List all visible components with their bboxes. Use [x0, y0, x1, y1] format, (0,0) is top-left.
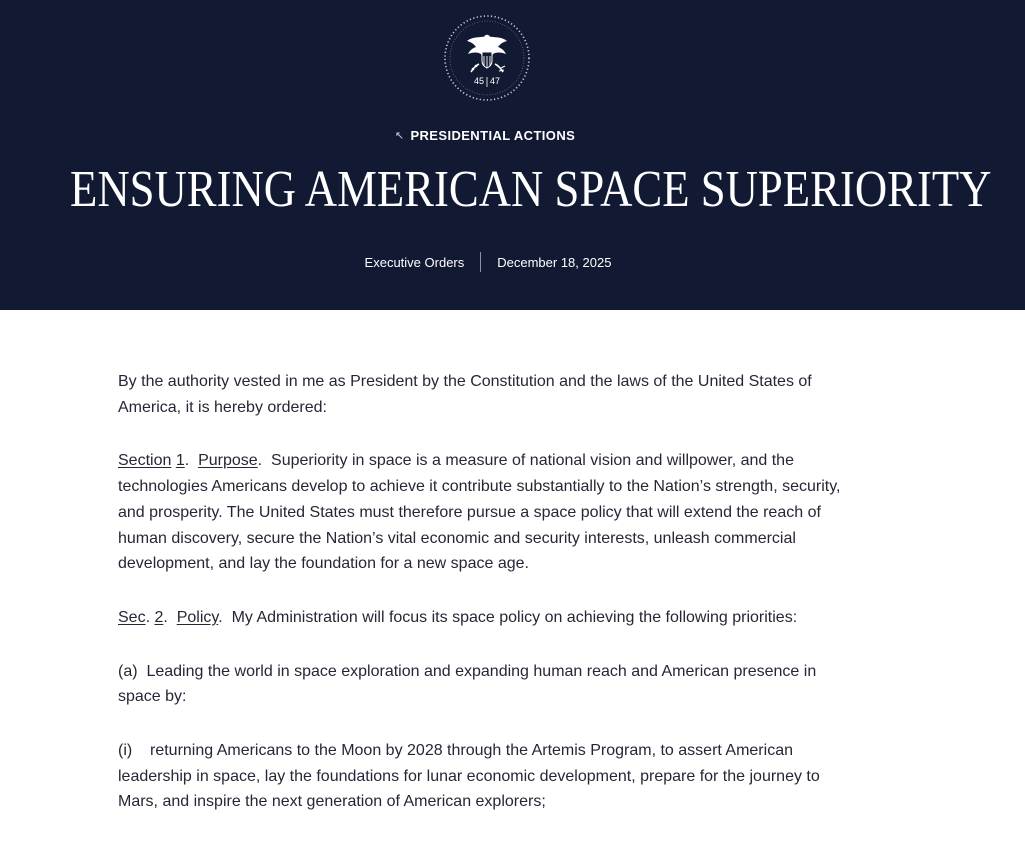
item-a-paragraph: (a) Leading the world in space exploration and expanding human reach and American presence in space by:: [118, 662, 821, 706]
seal-number-left: 45: [473, 76, 484, 86]
arrow-up-left-icon: ↖: [394, 130, 405, 142]
section-heading: Policy: [176, 608, 219, 626]
post-meta: [0, 252, 976, 272]
presidential-seal-icon: [443, 14, 531, 102]
item-i-paragraph: (i) returning Americans to the Moon by 2028 through the Artemis Program, to assert American leadership in space, lay the foundations for lunar economic development, prepare for the journey to Mars, and inspire the next generation of American explorers;: [118, 742, 825, 811]
seal-number-right: 47: [490, 76, 501, 86]
section-heading: Purpose: [198, 452, 258, 470]
section-1-paragraph: Section 1. Purpose. Superiority in space is a measure of national vision and willpower, and the technologies Americans develop to achieve it contribute substantially to the Nation’s strength, security, and prosperity. The United States must therefore pursue a space policy that will extend the reach of human discovery, secure the Nation’s vital economic and security interests, unleash commercial development, and lay the foundation for a new space age.: [118, 452, 841, 573]
presidential-seal[interactable]: [443, 14, 531, 102]
page-title: ENSURING AMERICAN SPACE SUPERIORITY: [70, 161, 992, 218]
section-label: Sec: [118, 608, 146, 626]
intro-paragraph: By the authority vested in me as President by the Constitution and the laws of the United States of America, it is hereby ordered:: [118, 373, 812, 416]
breadcrumb: [0, 128, 970, 143]
breadcrumb-presidential-actions-link[interactable]: PRESIDENTIAL ACTIONS: [410, 128, 576, 143]
section-number: 1: [175, 452, 185, 470]
page-header: [0, 0, 1025, 310]
section-text: Superiority in space is a measure of national vision and willpower, and the technologies Americans develop to achieve it contribute substantially to the Nation’s strength, security, and prosperity. The United States must therefore pursue a space policy that will extend the reach of human discovery, secure the Nation’s vital economic and security interests, unleash commercial development, and lay the foundation for a new space age.: [118, 452, 841, 573]
section-number: 2: [154, 608, 164, 626]
section-2-paragraph: Sec. 2. Policy. My Administration will focus its space policy on achieving the following priorities:: [118, 608, 798, 626]
category-link[interactable]: Executive Orders: [364, 254, 465, 270]
section-text: My Administration will focus its space policy on achieving the following priorities:: [231, 608, 798, 626]
section-label: Section: [118, 452, 172, 470]
publish-date: December 18, 2025: [497, 254, 612, 270]
article-body: [118, 369, 848, 843]
